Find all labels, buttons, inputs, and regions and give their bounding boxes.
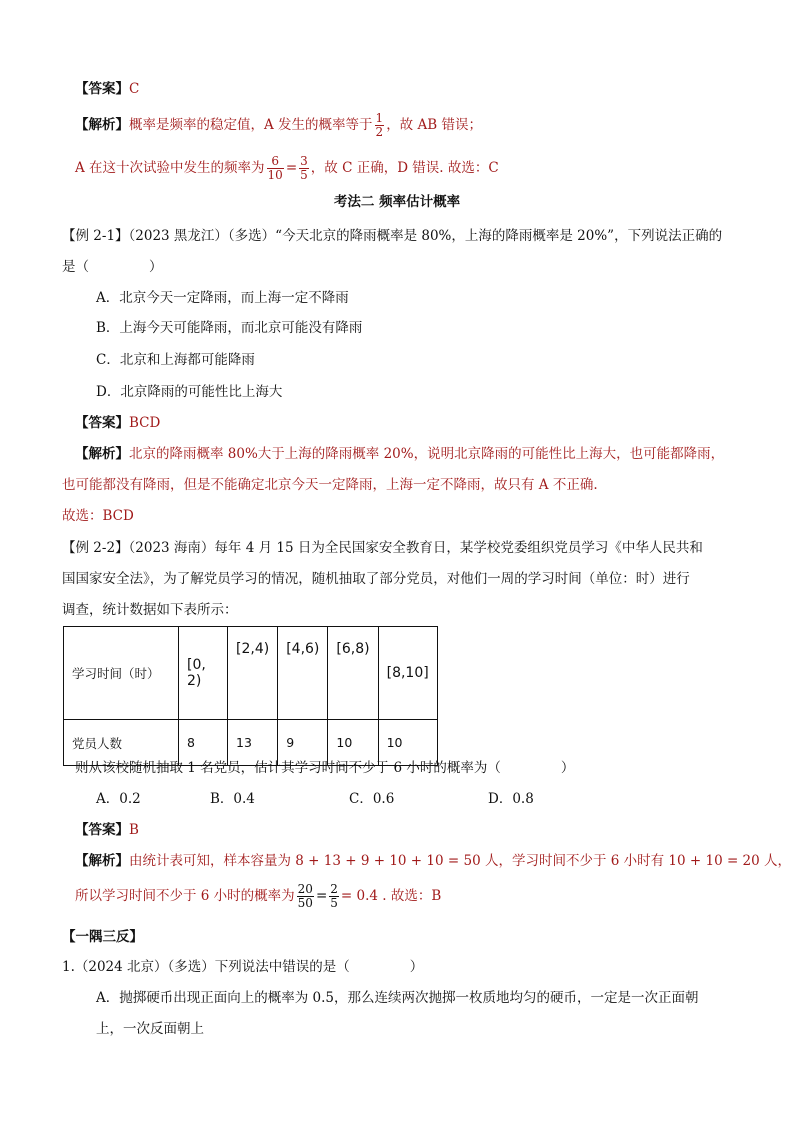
analysis-3-line2 <box>75 883 441 910</box>
table-cell: 9 <box>278 720 328 766</box>
analysis-3-line1 <box>75 851 791 871</box>
analysis-label: 【解析】 <box>75 446 129 462</box>
section-title: 考法二 频率估计概率 <box>333 194 461 210</box>
fraction: $\frac{3}{5}$ <box>300 154 308 182</box>
analysis-2-line3: 故选：BCD <box>62 508 134 524</box>
answer-value: C <box>129 81 140 97</box>
analysis-text: = 0.4 . 故选：B <box>340 888 442 904</box>
example-2-1-line1: 【例 2-1】（2023 黑龙江）（多选）“今天北京的降雨概率是 80%，上海的降雨概率是 20%”，下列说法正确的 <box>62 228 723 244</box>
table-cell: 13 <box>228 720 278 766</box>
answer-label: 【答案】 <box>75 81 129 97</box>
question-text: 则从该校随机抽取 1 名党员，估计其学习时间不少于 6 小时的概率为（ <box>75 760 501 776</box>
example-2-2-line2: 国国家安全法》，为了解党员学习的情况，随机抽取了部分党员，对他们一周的学习时间（单位：时）进行 <box>62 571 690 587</box>
answer-1 <box>75 79 139 99</box>
option-d: D．0.8 <box>488 791 534 807</box>
practice-q1 <box>62 957 423 977</box>
analysis-text: ，故 AB 错误； <box>386 117 482 133</box>
analysis-text: A 在这十次试验中发生的频率为 <box>75 160 265 176</box>
question-text: 是（ <box>62 259 89 275</box>
question-text: 1.（2024 北京）（多选）下列说法中错误的是（ <box>62 959 350 975</box>
table-cell: 10 <box>328 720 378 766</box>
analysis-text: 北京的降雨概率 80%大于上海的降雨概率 20%，说明北京降雨的可能性比上海大，也可能都降雨， <box>129 446 725 462</box>
table-header-cell: 党员人数 <box>64 720 179 766</box>
analysis-text: 由统计表可知，样本容量为 8 + 13 + 9 + 10 + 10 = 50 人，学习时间不少于 6 小时有 10 + 10 = 20 人， <box>129 853 792 869</box>
practice-title: 【一隅三反】 <box>62 929 143 945</box>
analysis-label: 【解析】 <box>75 117 129 133</box>
table-cell: [4,6) <box>278 627 328 720</box>
option-d: D．北京降雨的可能性比上海大 <box>96 384 283 400</box>
table-cell: [0, 2) <box>179 627 228 720</box>
table-cell: [6,8) <box>328 627 378 720</box>
table-row <box>64 627 438 720</box>
question-text: ） <box>149 259 163 275</box>
equals-sign: = <box>315 888 328 904</box>
fraction: $\frac{6}{10}$ <box>267 154 283 182</box>
question-text: ） <box>560 760 575 776</box>
option-c: C．0.6 <box>349 791 395 807</box>
fraction: $\frac{1}{2}$ <box>375 111 384 139</box>
table-header-cell: 学习时间（时） <box>64 627 179 720</box>
table-cell: 10 <box>378 720 437 766</box>
option-a: A．北京今天一定降雨，而上海一定不降雨 <box>96 290 349 306</box>
analysis-1 <box>75 112 482 139</box>
option-b: B．0.4 <box>210 791 255 807</box>
fraction: $\frac{20}{50}$ <box>297 882 313 910</box>
fraction: $\frac{2}{5}$ <box>330 882 338 910</box>
practice-q1-option-a-cont: 上，一次反面朝上 <box>96 1021 204 1037</box>
analysis-2-line1 <box>75 444 724 464</box>
analysis-text: 所以学习时间不少于 6 小时的概率为 <box>75 888 295 904</box>
analysis-label: 【解析】 <box>75 853 129 869</box>
equals-sign: = <box>285 160 298 176</box>
stats-table <box>63 626 438 766</box>
answer-3 <box>75 820 139 840</box>
question-text: ） <box>409 959 424 975</box>
option-a: A．0.2 <box>96 791 141 807</box>
question-2-2 <box>75 758 574 778</box>
analysis-text: ，故 C 正确，D 错误. 故选：C <box>310 160 499 176</box>
analysis-1-line2 <box>75 155 499 182</box>
answer-value: BCD <box>129 415 161 431</box>
answer-label: 【答案】 <box>75 822 129 838</box>
table-cell: [2,4) <box>228 627 278 720</box>
analysis-2-line2: 也可能都没有降雨，但是不能确定北京今天一定降雨，上海一定不降雨，故只有 A 不正确. <box>62 477 598 493</box>
analysis-text: 概率是频率的稳定值，A 发生的概率等于 <box>129 117 373 133</box>
table-cell: [8,10] <box>378 627 437 720</box>
answer-label: 【答案】 <box>75 415 129 431</box>
table-cell: 8 <box>179 720 228 766</box>
example-2-1-line2 <box>62 257 163 277</box>
example-2-2-line1: 【例 2-2】（2023 海南）每年 4 月 15 日为全民国家安全教育日，某学校党委组织党员学习《中华人民共和 <box>62 540 703 556</box>
options-row <box>96 789 534 809</box>
option-b: B．上海今天可能降雨，而北京可能没有降雨 <box>96 320 363 336</box>
example-2-2-line3: 调查，统计数据如下表所示： <box>62 602 238 618</box>
answer-value: B <box>129 822 139 838</box>
answer-2 <box>75 413 160 433</box>
option-c: C．北京和上海都可能降雨 <box>96 352 255 368</box>
practice-q1-option-a: A．抛掷硬币出现正面向上的概率为 0.5，那么连续两次抛掷一枚质地均匀的硬币，一定是一次正面朝 <box>96 990 699 1006</box>
